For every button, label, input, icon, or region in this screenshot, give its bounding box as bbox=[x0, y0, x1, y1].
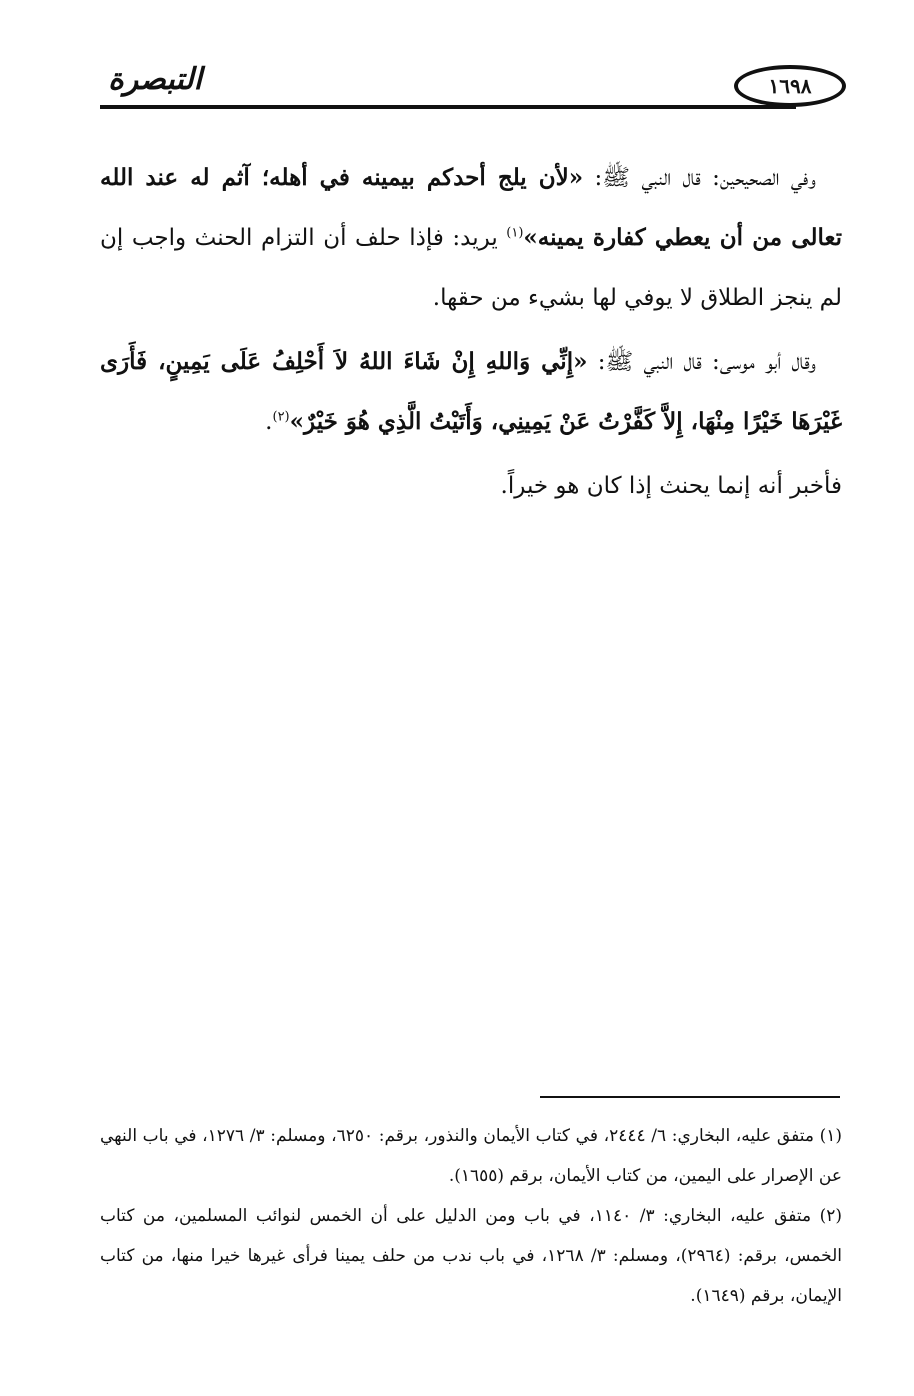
footnote-separator bbox=[540, 1096, 840, 1098]
text-segment: . bbox=[265, 409, 273, 435]
paragraph bbox=[100, 148, 842, 328]
paragraph bbox=[100, 332, 842, 452]
hadith-quote: «إِنِّي وَاللهِ إِنْ شَاءَ اللهُ لاَ أَحْلِفُ عَلَى يَمِينٍ، فَأَرَى غَيْرَهَا خَيْرًا مِنْهَا، إِلاَّ كَفَّرْتُ عَنْ يَمِينِي، وَأَتَيْتُ الَّذِي هُوَ خَيْرٌ» bbox=[100, 348, 842, 435]
main-text bbox=[100, 148, 842, 520]
text-segment: يريد: فإذا حلف أن التزام الحنث واجب إن لم ينجز الطلاق لا يوفي لها بشيء من حقها. bbox=[100, 225, 842, 311]
footnote: (٢) متفق عليه، البخاري: ٣/ ١١٤٠، في باب ومن الدليل على أن الخمس لنوائب المسلمين، من كتاب الخمس، برقم: (٢٩٦٤)، ومسلم: ٣/ ١٢٦٨، في باب ندب من حلف يمينا فرأى غيرها خيرا منها، من كتاب الإيمان، برقم (١٦٤٩). bbox=[100, 1206, 843, 1306]
hadith-quote: «لأن يلج أحدكم بيمينه في أهله؛ آثم له عند الله تعالى من أن يعطي كفارة يمينه» bbox=[100, 164, 842, 251]
footnote-ref: (١) bbox=[506, 225, 524, 241]
text-segment: وفي الصحيحين: قال النبي ﷺ: bbox=[583, 165, 816, 191]
text-segment: فأخبر أنه إنما يحنث إذا كان هو خيراً. bbox=[500, 473, 842, 499]
page-header bbox=[100, 55, 846, 115]
footnote-ref: (٢) bbox=[272, 409, 290, 425]
text-segment: وقال أبو موسى: قال النبي ﷺ: bbox=[587, 349, 816, 375]
page-number: ١٦٩٨ bbox=[734, 65, 846, 107]
paragraph bbox=[100, 456, 842, 516]
footnote: (١) متفق عليه، البخاري: ٦/ ٢٤٤٤، في كتاب الأيمان والنذور، برقم: ٦٢٥٠، ومسلم: ٣/ ١٢٧٦، في باب النهي عن الإصرار على اليمين، من كتاب الأيمان، برقم (١٦٥٥). bbox=[100, 1126, 842, 1186]
footnotes bbox=[100, 1116, 842, 1316]
book-title: التبصرة bbox=[108, 62, 202, 97]
header-rule bbox=[100, 105, 796, 109]
